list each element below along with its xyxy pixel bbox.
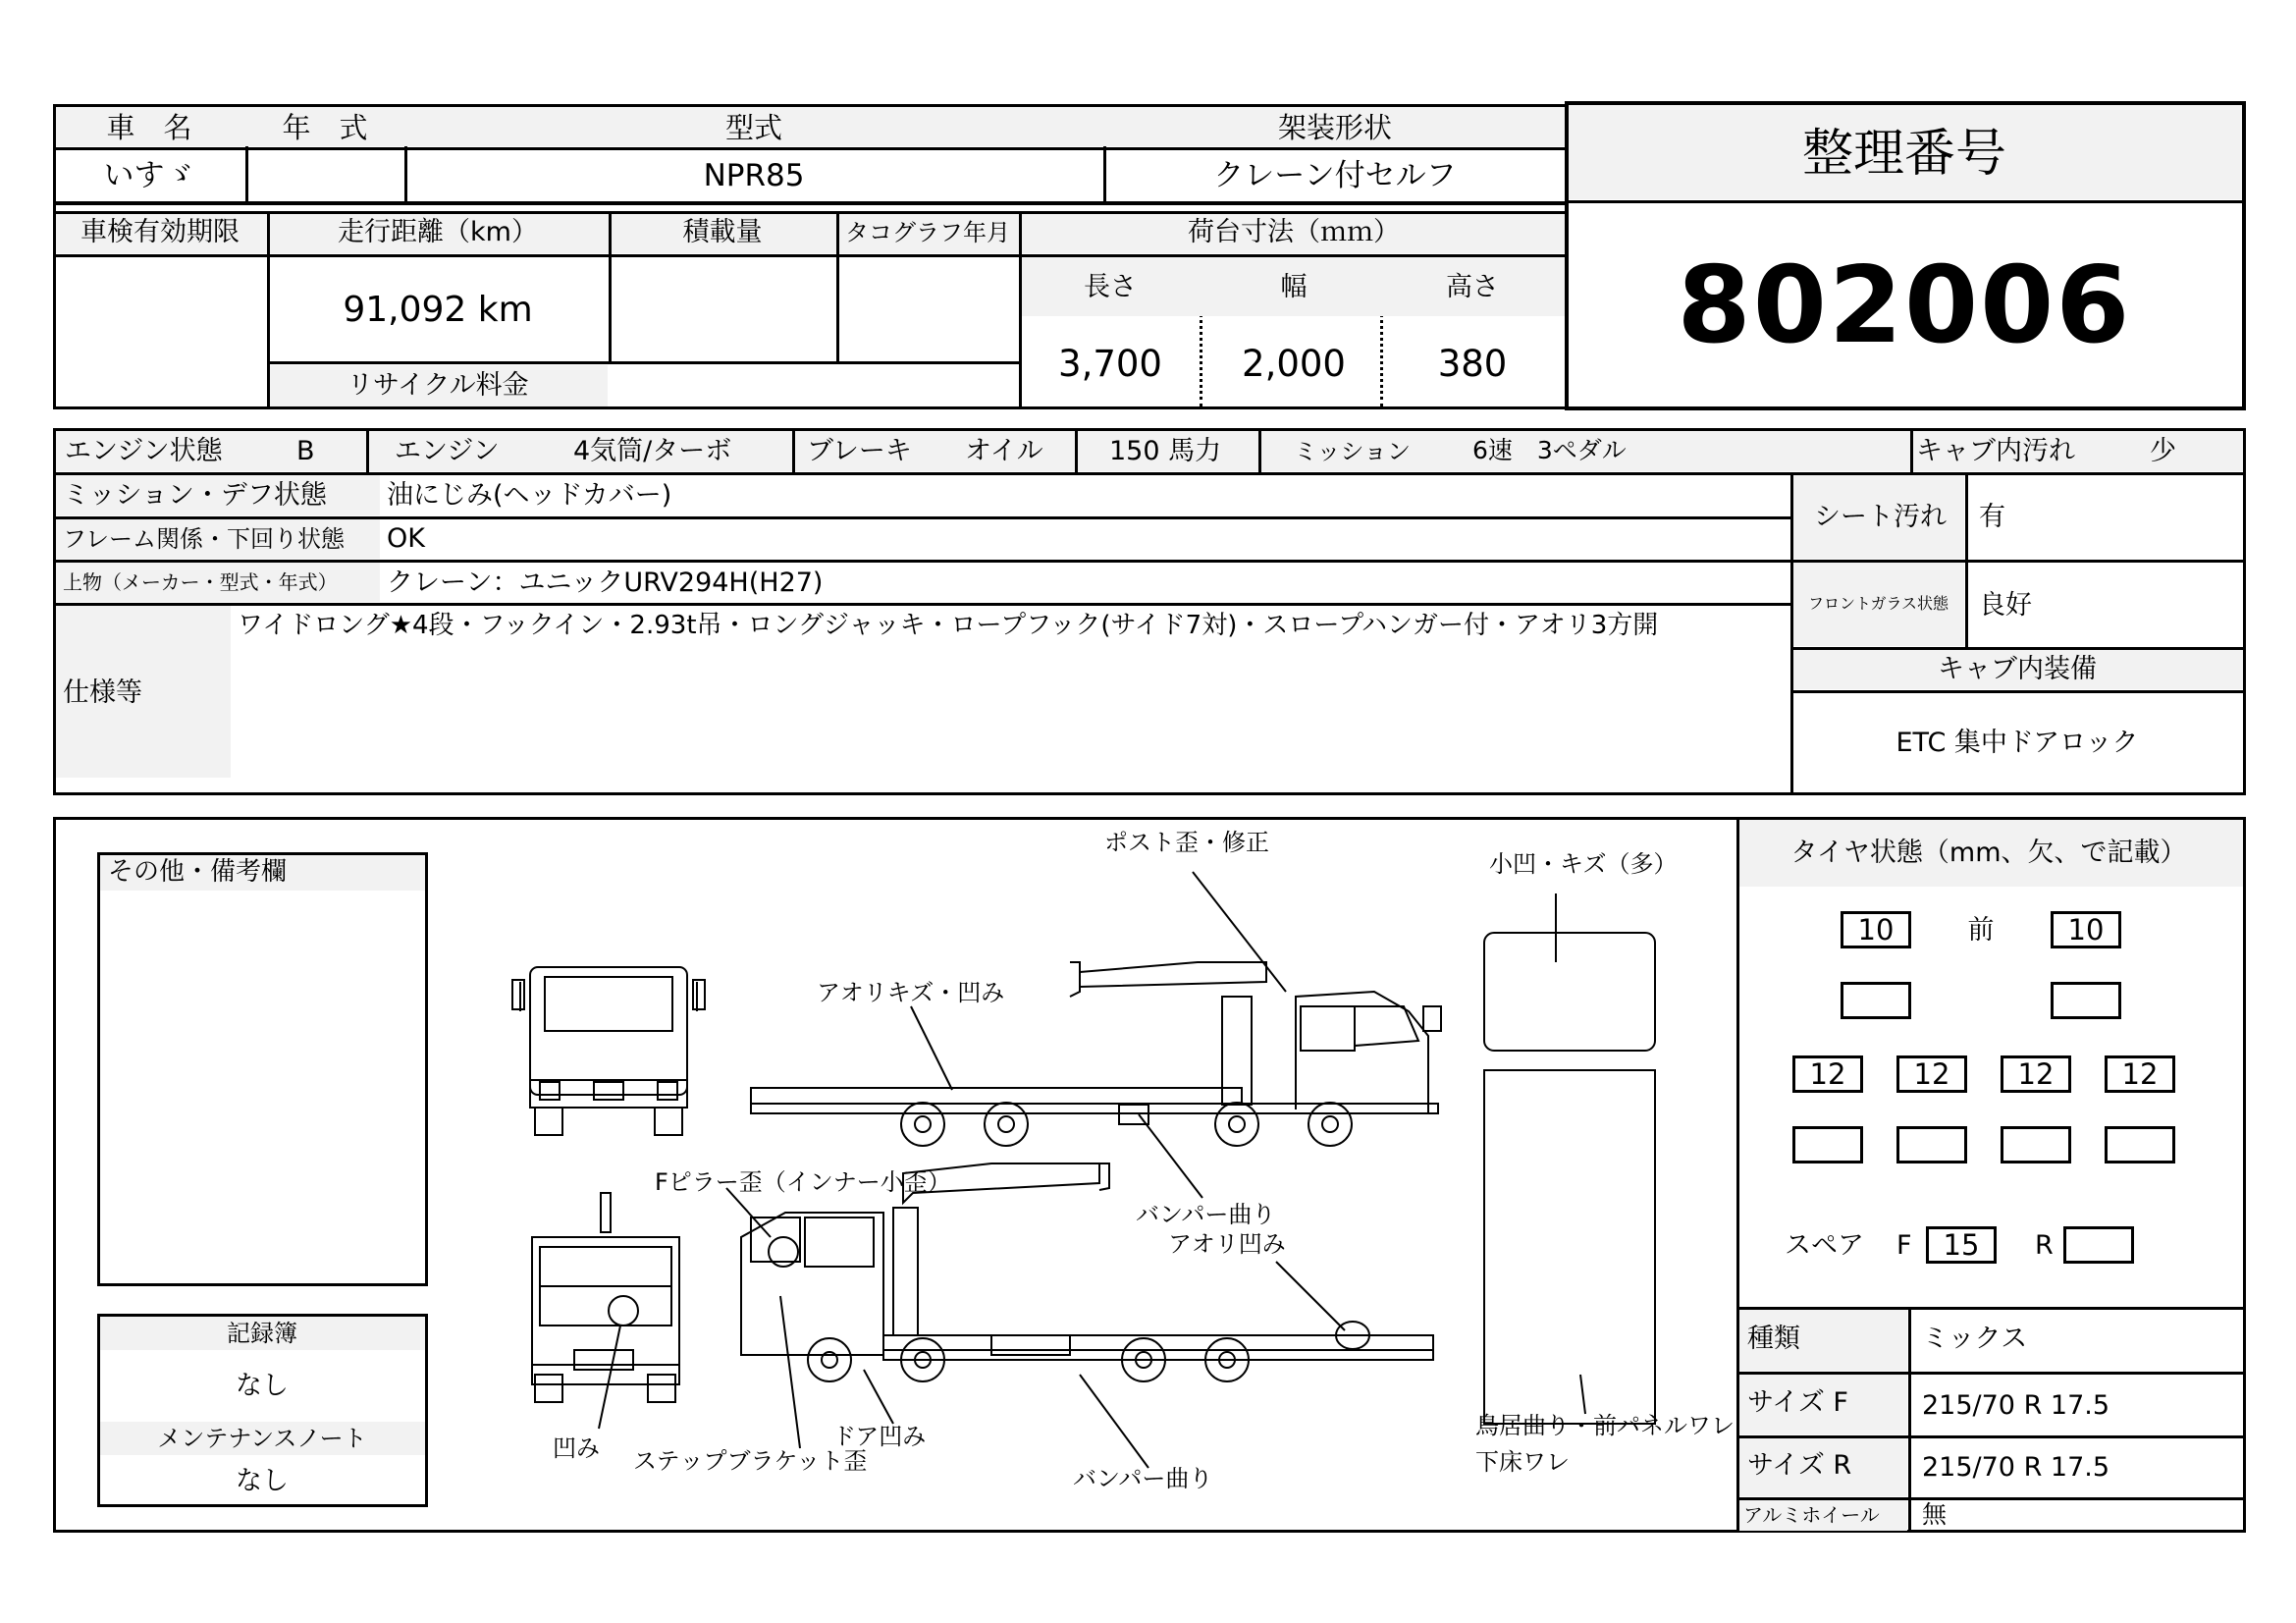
note-bumper-1: バンパー曲り	[1136, 1201, 1276, 1228]
spare-r-label: R	[2035, 1230, 2054, 1261]
model-value: NPR85	[703, 158, 805, 193]
upper-label: 上物（メーカー・型式・年式）	[63, 570, 338, 594]
cab-dirt-value: 少	[2150, 436, 2176, 466]
glass-label: フロントガラス状態	[1808, 594, 1949, 613]
upper-value: クレーン：ユニックURV294H(H27)	[387, 568, 824, 598]
truck-top-view	[1484, 933, 1655, 1424]
alu-wheel-value: 無	[1922, 1500, 1948, 1529]
tire-size-r-value: 215/70 R 17.5	[1922, 1452, 2110, 1483]
mission-diff-value: 油にじみ(ヘッドカバー)	[387, 480, 672, 511]
tire-front-right-2[interactable]	[2051, 982, 2121, 1019]
engine-label: エンジン	[395, 436, 500, 466]
tire-front-left-2[interactable]	[1841, 982, 1911, 1019]
year-label: 年 式	[282, 111, 368, 144]
seat-dirt-label: シート汚れ	[1814, 502, 1947, 532]
tire-front-right[interactable]: 10	[2051, 911, 2121, 948]
vehicle-name-label: 車 名	[106, 111, 192, 144]
load-label: 積載量	[682, 217, 763, 247]
height-value: 380	[1437, 343, 1508, 385]
record-label: 記録簿	[227, 1320, 297, 1347]
mileage-label: 走行距離（km）	[338, 217, 538, 247]
tire-rear-1[interactable]: 12	[1792, 1055, 1863, 1093]
tire-rear-7[interactable]	[2001, 1126, 2071, 1163]
tire-rear-2[interactable]: 12	[1896, 1055, 1967, 1093]
tire-title: タイヤ状態（mm、欠、で記載）	[1790, 838, 2187, 868]
length-value: 3,700	[1058, 343, 1162, 385]
other-remarks-label: その他・備考欄	[108, 857, 288, 887]
mileage-value: 91,092 km	[343, 290, 533, 330]
front-label: 前	[1967, 915, 1995, 946]
tire-size-r-label: サイズ R	[1747, 1450, 1852, 1481]
cab-equip-value: ETC 集中ドアロック	[1896, 728, 2139, 758]
mission-value: 6速 3ペダル	[1472, 436, 1627, 464]
inspection-label: 車検有効期限	[80, 217, 240, 247]
vehicle-name: いすゞ	[103, 158, 195, 193]
bed-size-label: 荷台寸法（ｍｍ）	[1188, 217, 1400, 247]
maintenance-note-label: メンテナンスノート	[157, 1425, 367, 1452]
tire-rear-4[interactable]: 12	[2105, 1055, 2175, 1093]
tire-size-f-value: 215/70 R 17.5	[1922, 1390, 2110, 1421]
glass-value: 良好	[1979, 590, 2032, 621]
body-type-value: クレーン付セルフ	[1213, 158, 1457, 193]
tire-type-value: ミックス	[1922, 1324, 2028, 1354]
brake-value: オイル	[965, 436, 1043, 466]
frame-label: フレーム関係・下回り状態	[63, 525, 346, 553]
spare-f-value[interactable]: 15	[1926, 1226, 1997, 1264]
engine-state-value: B	[296, 436, 315, 466]
tire-rear-6[interactable]	[1896, 1126, 1967, 1163]
note-bumper-2: バンパー曲り	[1073, 1465, 1213, 1492]
seat-dirt-value: 有	[1979, 502, 2005, 532]
length-label: 長さ	[1084, 272, 1137, 302]
cab-dirt-label: キャブ内汚れ	[1916, 436, 2075, 466]
note-floor: 下床ワレ	[1475, 1448, 1570, 1476]
note-aori-dent: アオリ凹み	[1168, 1230, 1286, 1258]
engine-state-label: エンジン状態	[65, 436, 223, 466]
truck-rear-view	[532, 1193, 679, 1402]
mission-label: ミッション	[1294, 438, 1412, 465]
note-door-dent: ドア凹み	[832, 1423, 927, 1450]
cab-equip-label: キャブ内装備	[1938, 654, 2097, 684]
spec-label: 仕様等	[63, 677, 142, 708]
note-torii: 鳥居曲り・前パネルワレ	[1475, 1412, 1735, 1439]
maintenance-note-value: なし	[236, 1466, 289, 1496]
note-f-pillar: Fピラー歪（インナー小歪）	[655, 1168, 951, 1196]
ref-number: 802006	[1677, 244, 2132, 367]
spec-value: ワイドロング★4段・フックイン・2.93t吊・ロングジャッキ・ロープフック(サイド7対)・スロープハンガー付・アオリ3方開	[238, 611, 1659, 640]
spare-f-label: F	[1896, 1230, 1912, 1261]
tire-rear-8[interactable]	[2105, 1126, 2175, 1163]
engine-value: 4気筒/ターボ	[573, 436, 732, 466]
height-label: 高さ	[1446, 272, 1499, 302]
note-step-bracket: ステップブラケット歪	[633, 1447, 868, 1475]
truck-side-view-2	[741, 1163, 1433, 1381]
frame-value: OK	[387, 523, 425, 554]
recycle-label: リサイクル料金	[347, 370, 529, 401]
tacho-label: タコグラフ年月	[845, 219, 1010, 246]
tire-front-left[interactable]: 10	[1841, 911, 1911, 948]
record-value: なし	[236, 1371, 289, 1401]
tire-size-f-label: サイズ F	[1747, 1387, 1848, 1418]
width-value: 2,000	[1242, 343, 1346, 385]
mission-diff-label: ミッション・デフ状態	[63, 480, 327, 511]
model-label: 型式	[724, 111, 783, 144]
tire-type-label: 種類	[1747, 1324, 1800, 1354]
note-dent: 凹み	[553, 1434, 600, 1462]
power-value: 150 馬力	[1109, 436, 1222, 466]
spare-label: スペア	[1785, 1230, 1864, 1261]
note-post: ポスト歪・修正	[1104, 829, 1269, 856]
width-label: 幅	[1280, 272, 1308, 302]
note-small-dent: 小凹・キズ（多）	[1489, 850, 1678, 878]
truck-front-view	[512, 967, 705, 1135]
alu-wheel-label: アルミホイール	[1743, 1503, 1880, 1527]
ref-number-label: 整理番号	[1801, 125, 2007, 184]
brake-label: ブレーキ	[807, 436, 912, 466]
tire-rear-5[interactable]	[1792, 1126, 1863, 1163]
tire-rear-3[interactable]: 12	[2001, 1055, 2071, 1093]
body-type-label: 架装形状	[1277, 111, 1393, 144]
note-aori-kizu: アオリキズ・凹み	[817, 979, 1005, 1006]
spare-r-value[interactable]	[2063, 1226, 2134, 1264]
